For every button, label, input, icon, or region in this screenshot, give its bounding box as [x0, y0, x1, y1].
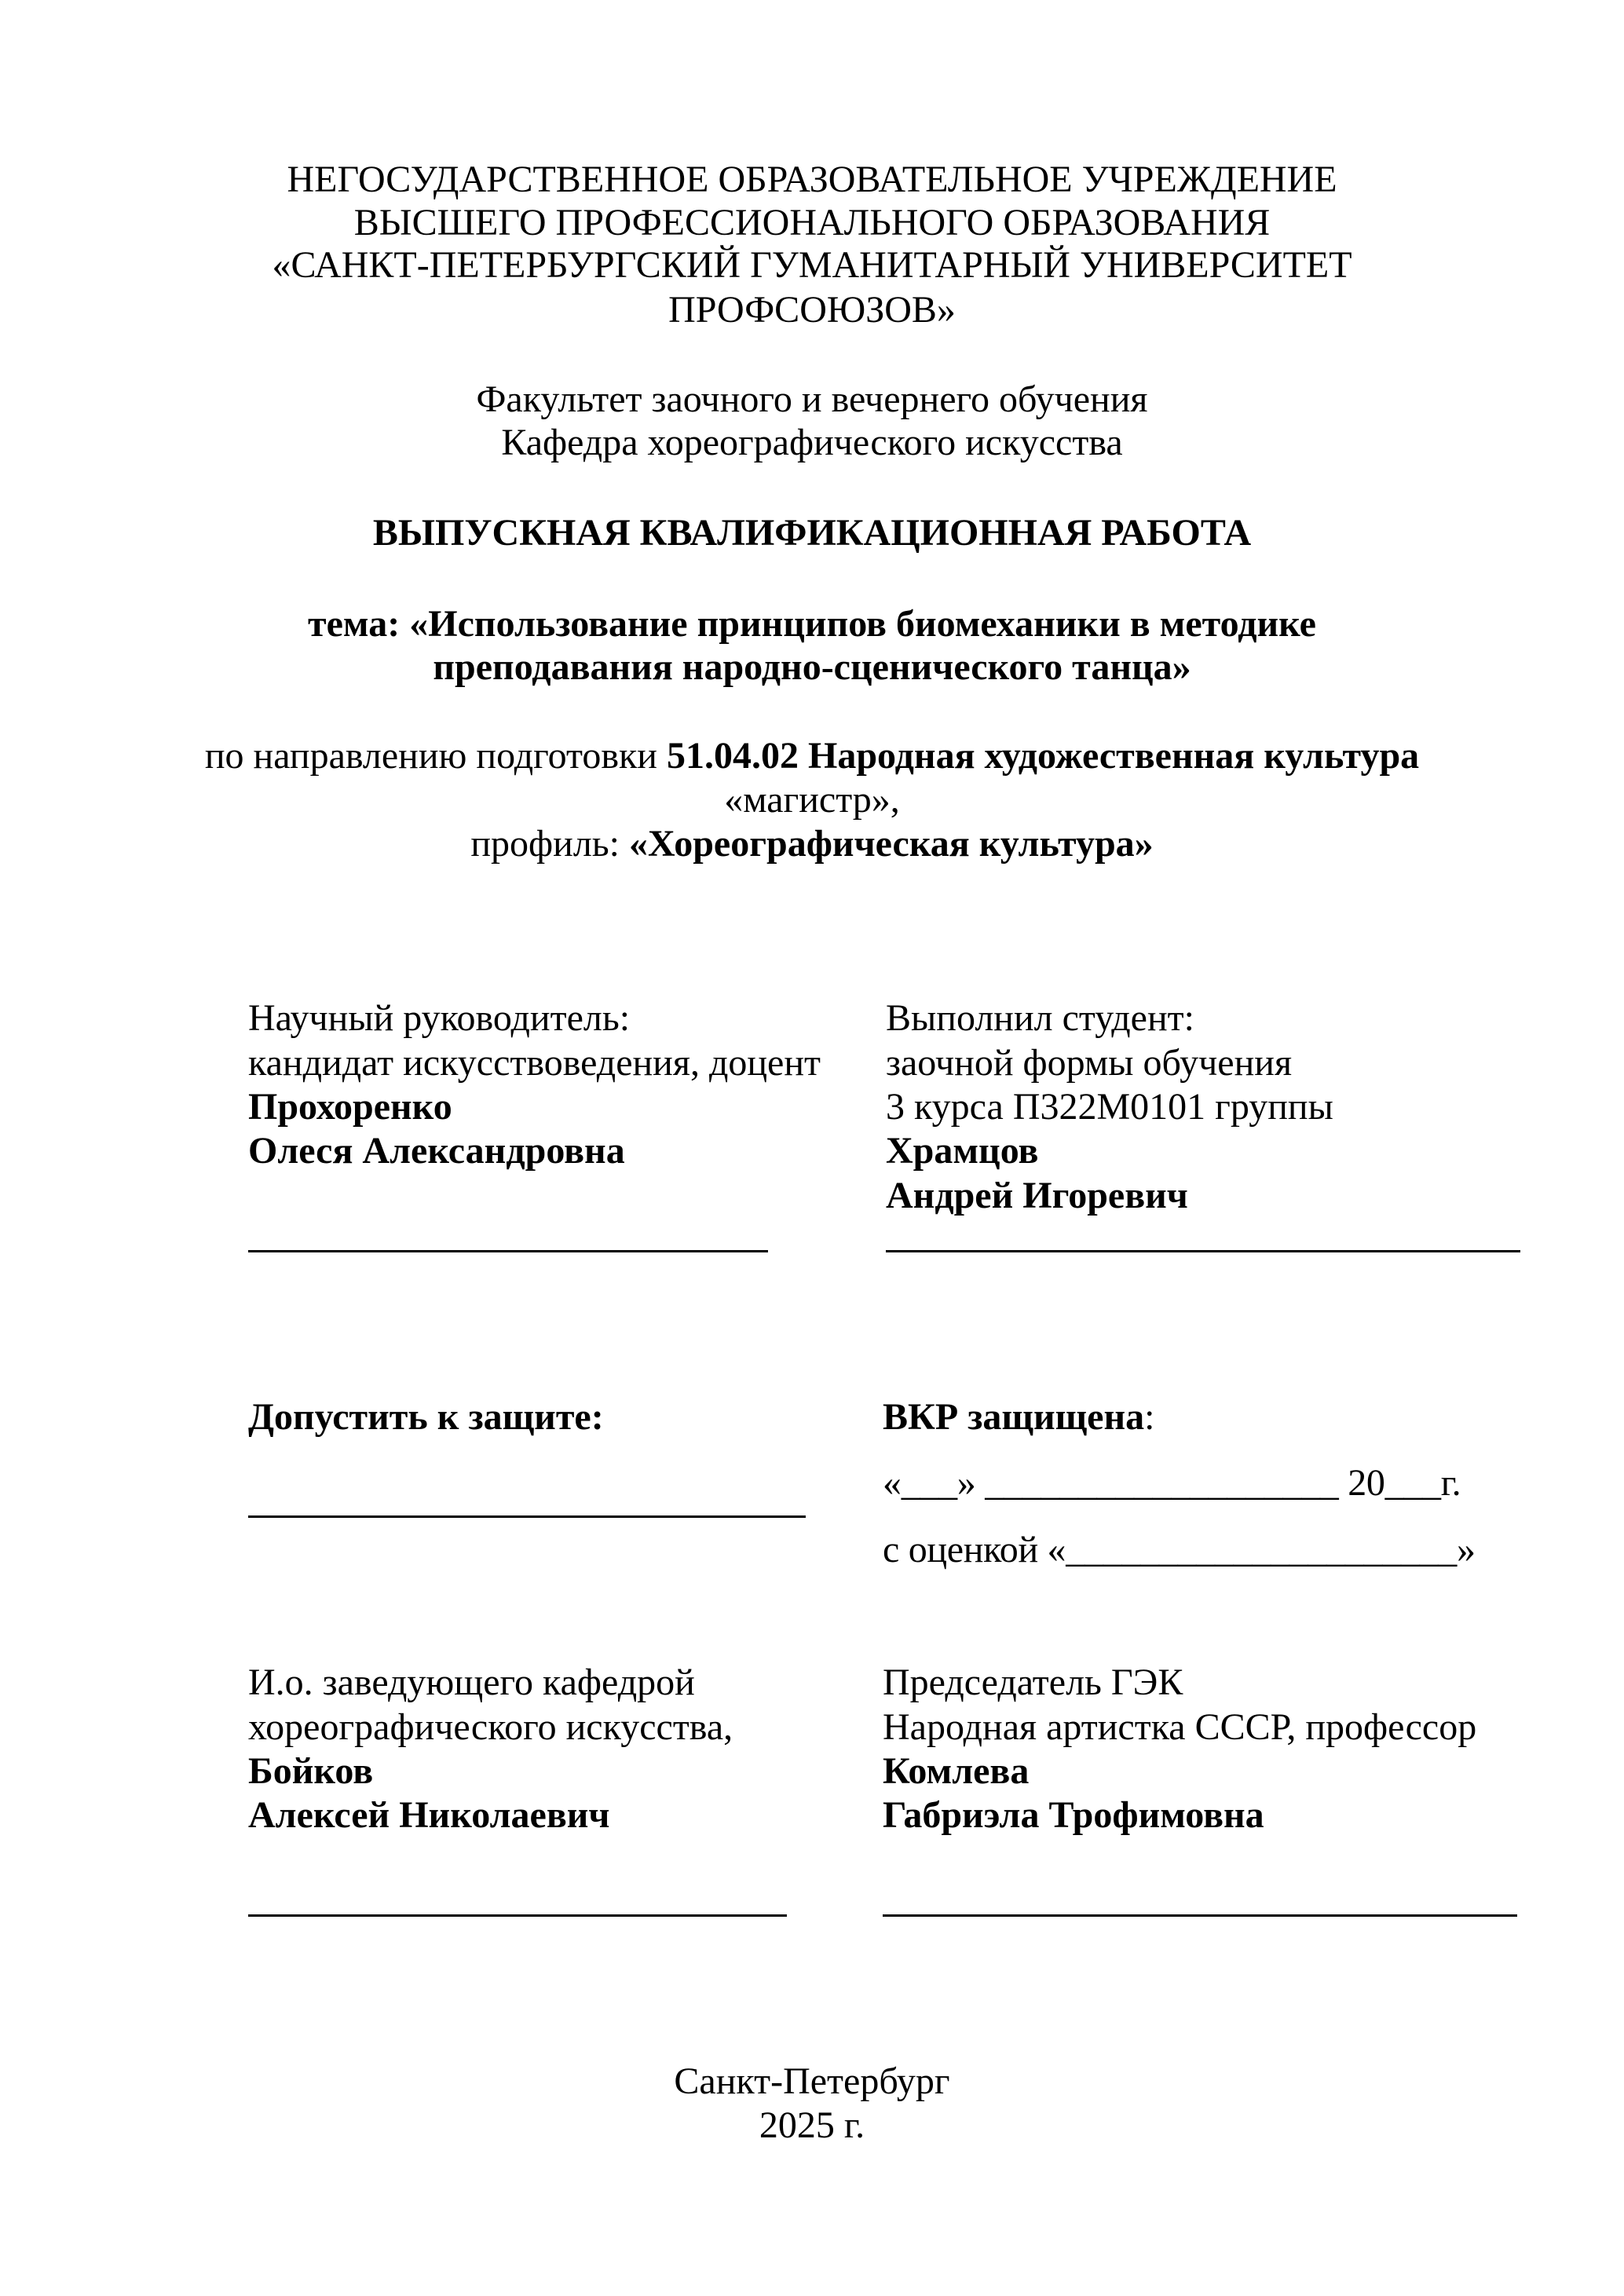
student-signature-line [886, 1250, 1520, 1252]
student-name: Андрей Игоревич [886, 1175, 1188, 1216]
student-surname: Храмцов [886, 1130, 1039, 1172]
defended-label [883, 1395, 1154, 1439]
direction-value: 51.04.02 Народная художественная культура [667, 735, 1420, 777]
header-line: ПРОФСОЮЗОВ» [668, 289, 956, 331]
supervisor-title: кандидат искусствоведения, доцент [248, 1042, 821, 1084]
head-label: И.о. заведующего кафедрой [248, 1662, 695, 1703]
header-line: НЕГОСУДАРСТВЕННОЕ ОБРАЗОВАТЕЛЬНОЕ УЧРЕЖДЕНИЕ [287, 159, 1337, 200]
chair-surname: Комлева [883, 1750, 1030, 1792]
document-type: ВЫПУСКНАЯ КВАЛИФИКАЦИОННАЯ РАБОТА [372, 512, 1252, 554]
header-line: «САНКТ-ПЕТЕРБУРГСКИЙ ГУМАНИТАРНЫЙ УНИВЕРСИТЕТ [272, 244, 1352, 286]
head-signature-line [248, 1914, 787, 1917]
topic-line-1: тема: «Использование принципов биомеханики в методике [308, 603, 1316, 645]
chair-name: Габриэла Трофимовна [883, 1794, 1264, 1836]
defense-grade-line: с оценкой «_____________________» [883, 1529, 1476, 1570]
faculty: Факультет заочного и вечернего обучения [476, 378, 1148, 420]
supervisor-label: Научный руководитель: [248, 997, 631, 1039]
student-label: Выполнил студент: [886, 997, 1194, 1039]
profile [0, 822, 1624, 866]
supervisor-signature-line [248, 1250, 768, 1252]
chair-label: Председатель ГЭК [883, 1662, 1183, 1703]
admit-signature-line [248, 1515, 806, 1518]
head-name: Алексей Николаевич [248, 1794, 610, 1836]
direction-prefix: по направлению подготовки [204, 735, 667, 777]
degree: «магистр», [724, 779, 900, 821]
student-form: заочной формы обучения [886, 1042, 1293, 1084]
profile-value: «Хореографическая культура» [629, 823, 1154, 865]
chair-title: Народная артистка СССР, профессор [883, 1706, 1477, 1748]
profile-prefix: профиль: [470, 823, 630, 865]
supervisor-name: Олеся Александровна [248, 1130, 625, 1172]
supervisor-surname: Прохоренко [248, 1086, 452, 1128]
chair-signature-line [883, 1914, 1517, 1917]
city: Санкт-Петербург [674, 2060, 950, 2102]
header-line: ВЫСШЕГО ПРОФЕССИОНАЛЬНОГО ОБРАЗОВАНИЯ [353, 202, 1271, 243]
admit-label: Допустить к защите: [248, 1396, 604, 1438]
department: Кафедра хореографического искусства [501, 422, 1123, 463]
defended-label-text: ВКР защищена [883, 1396, 1145, 1438]
topic-line-2: преподавания народно-сценического танца» [433, 646, 1191, 688]
student-group: 3 курса П322М0101 группы [886, 1086, 1333, 1128]
year: 2025 г. [759, 2104, 865, 2146]
head-surname: Бойков [248, 1750, 374, 1792]
defense-date-line: «___» ___________________ 20___г. [883, 1462, 1461, 1504]
direction [0, 734, 1624, 778]
defended-colon: : [1144, 1396, 1155, 1438]
head-dept: хореографического искусства, [248, 1706, 733, 1748]
